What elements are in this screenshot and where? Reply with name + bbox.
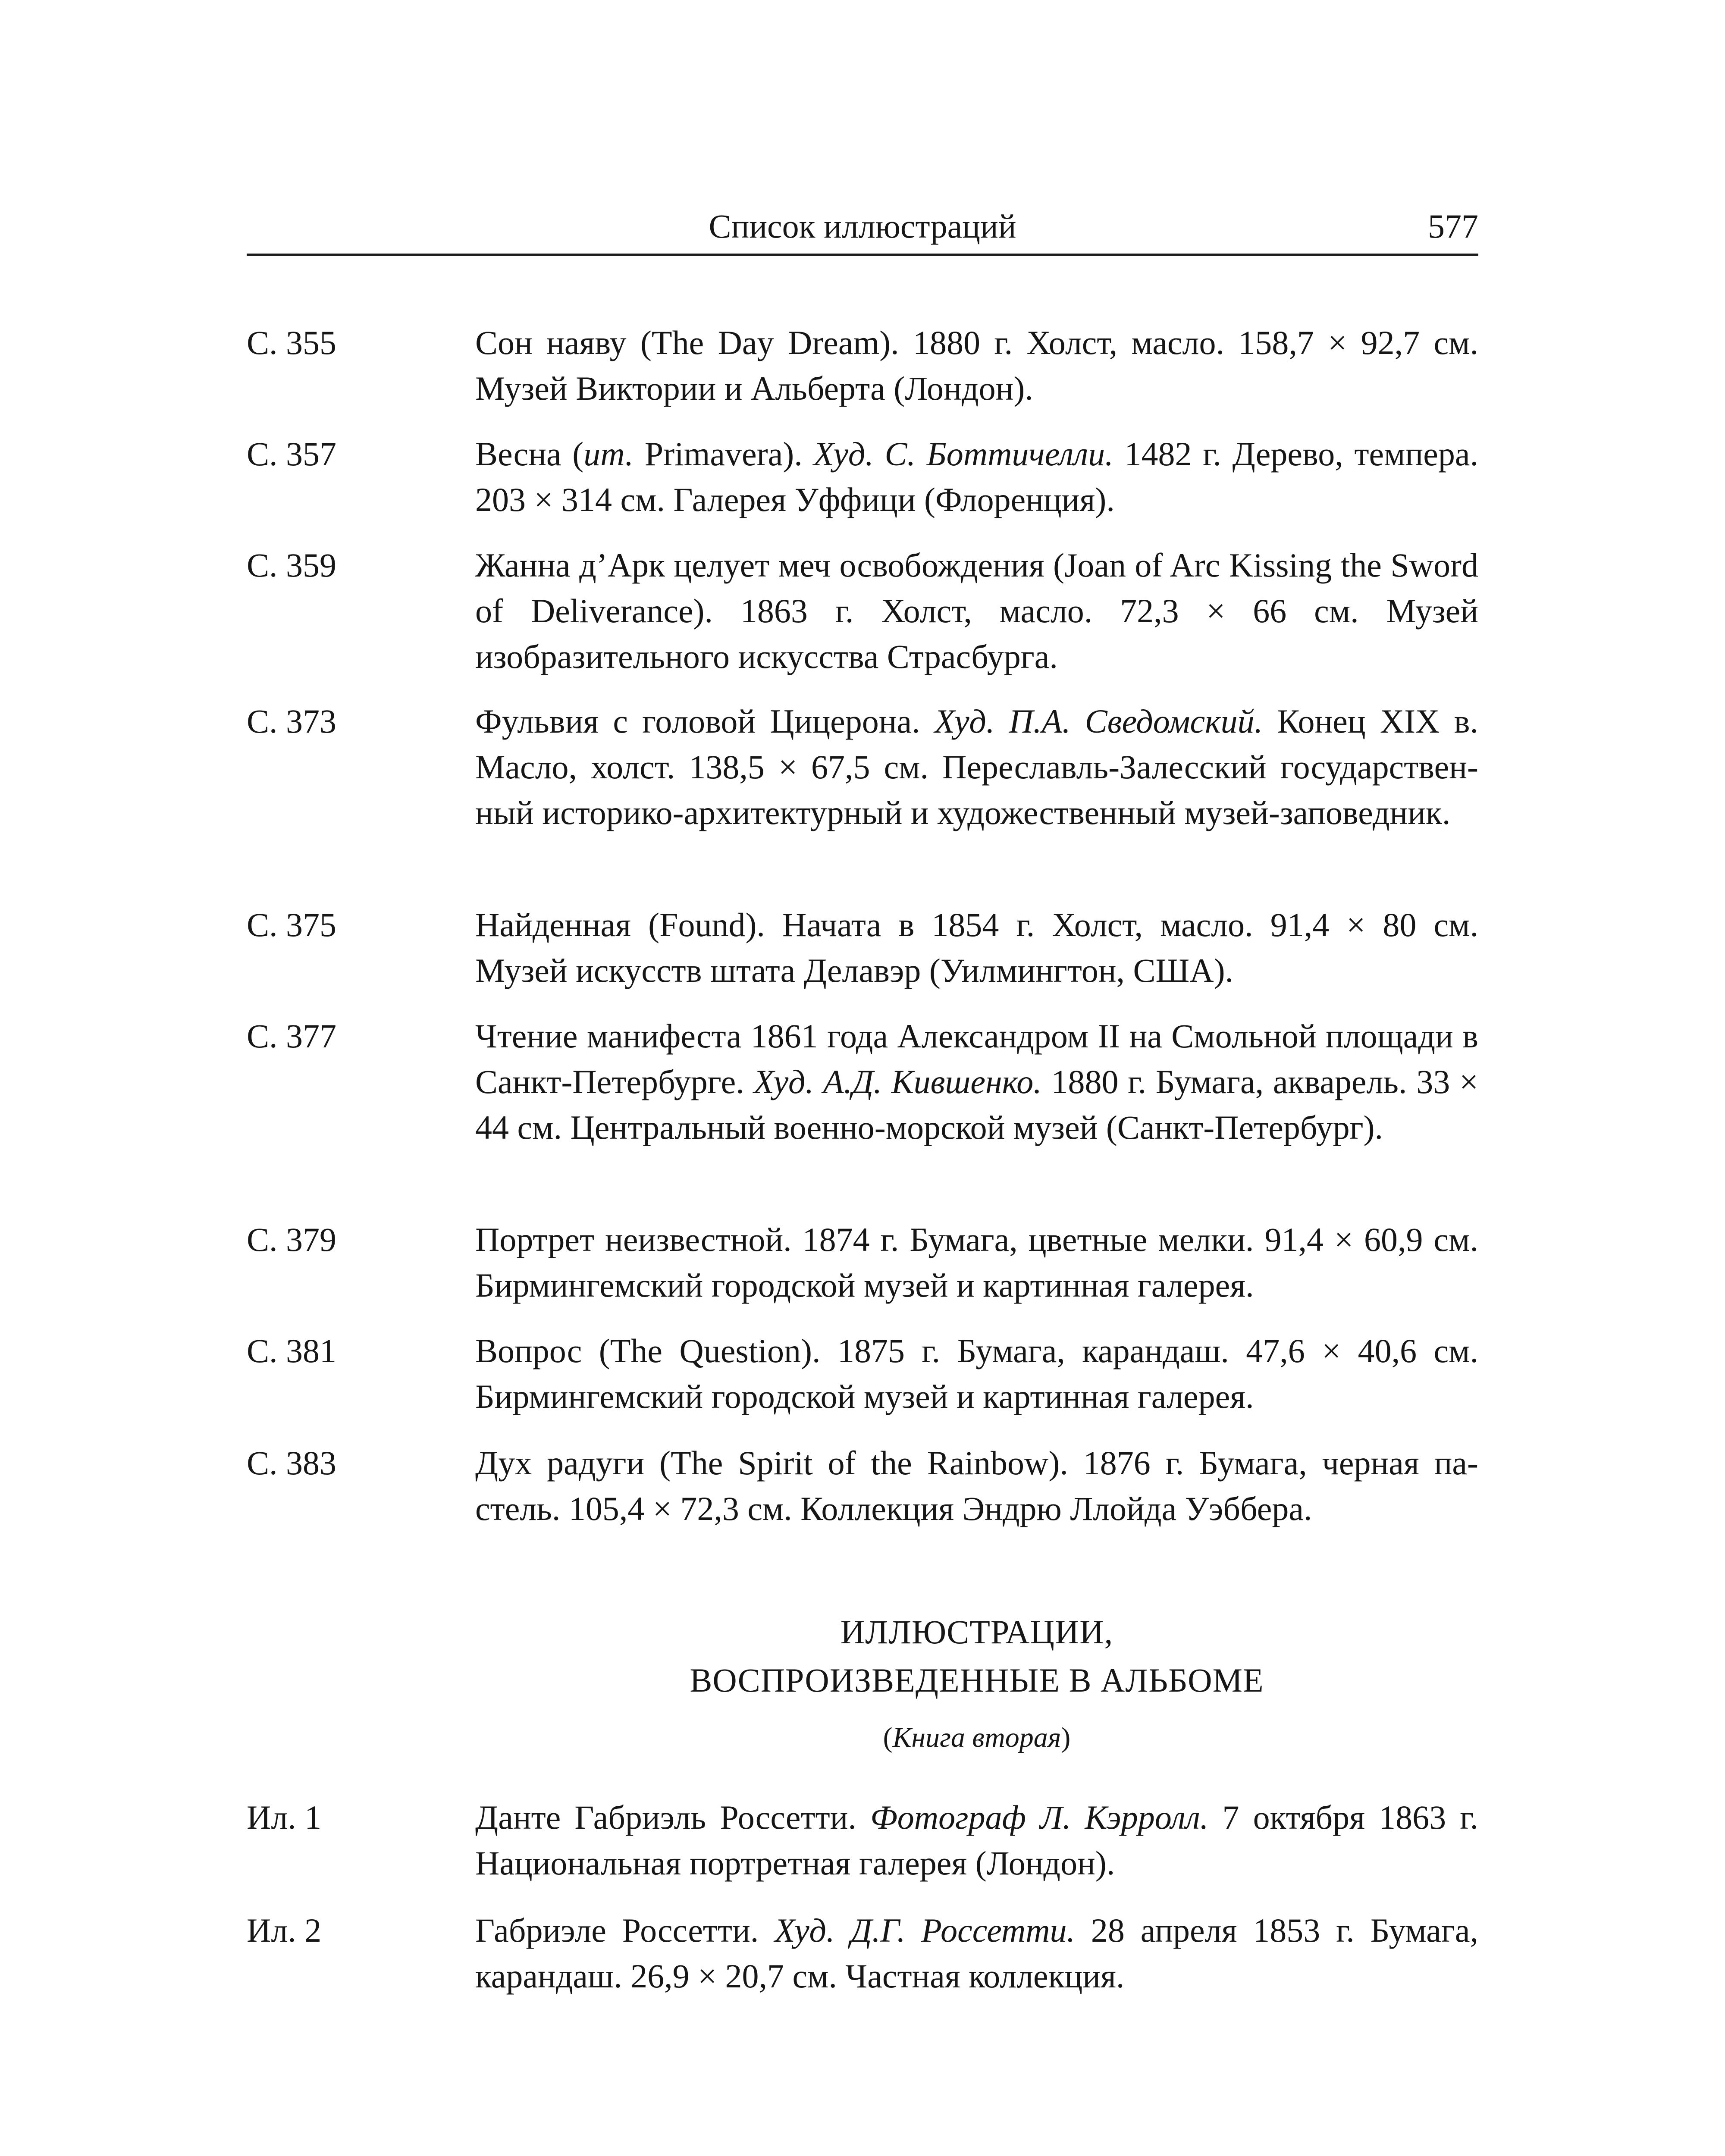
text-run: 1880 г. Бумага, акварель. 33 × 44 см. Центральный военно-морской музей (Санкт-Петербург). [475,1063,1478,1146]
text-run: Конец XIX в. Масло, холст. 138,5 × 67,5 см. Переславль-Залесский государственный историко-архитектурный и художественный музей-заповедник. [475,702,1478,831]
subtitle-text: Книга вторая [892,1722,1061,1753]
entry-page-ref: С. 355 [247,324,337,361]
entry-description [475,431,1478,523]
album-entry-description [475,1795,1478,1886]
text-run: Весна ( [475,435,584,473]
entry-page-ref: С. 373 [247,702,337,740]
subtitle-close-paren: ) [1061,1722,1071,1753]
entry-description [475,1013,1478,1150]
entry-page-ref: С. 359 [247,546,337,584]
entry-description [475,320,1478,411]
entry-description [475,1217,1478,1308]
text-run: 1482 г. Дерево, темпера. 203 × 314 см. Галерея Уффици (Флоренция). [475,435,1478,518]
text-run: Фульвия с головой Цицерона. [475,702,935,740]
text-run: 7 октября 1863 г. Национальная портретная галерея (Лондон). [475,1799,1478,1882]
italic-run: Худ. Д.Г. Россетти. [775,1912,1076,1949]
entry-description [475,1328,1478,1420]
running-title: Список иллюстраций [709,207,1016,245]
section-title-line-2: ВОСПРОИЗВЕДЕННЫЕ В АЛЬБОМЕ [690,1661,1264,1699]
entry-description [475,1440,1478,1532]
album-entry-ref: Ил. 2 [247,1912,322,1949]
text-run: Дух радуги (The Spirit of the Rainbow). 1876 г. Бумага, черная пастель. 105,4 × 72,3 см. Коллекция Эндрю Ллойда Уэббера. [475,1444,1478,1527]
italic-run: Худ. П.А. Сведомский. [934,702,1263,740]
text-run: Сон наяву (The Day Dream). 1880 г. Холст, масло. 158,7 × 92,7 см. Музей Виктории и Альберта (Лондон). [475,324,1478,407]
section-title-line-1: ИЛЛЮСТРАЦИИ, [840,1613,1113,1651]
text-run: Вопрос (The Question). 1875 г. Бумага, карандаш. 47,6 × 40,6 см. Бирмингемский городской музей и картинная галерея. [475,1332,1478,1415]
text-run: Портрет неизвестной. 1874 г. Бумага, цветные мелки. 91,4 × 60,9 см. Бирмингемский городской музей и картинная галерея. [475,1221,1478,1304]
text-run: Жанна д’Арк целует меч освобождения (Joan of Arc Kissing the Sword of Deliverance). 1863 г. Холст, масло. 72,3 × 66 см. Музей изобразительного искусства Страсбурга. [475,546,1478,675]
page-number: 577 [1428,207,1478,245]
entry-page-ref: С. 377 [247,1017,337,1055]
entry-page-ref: С. 383 [247,1444,337,1482]
entry-page-ref: С. 357 [247,435,337,473]
album-entry-ref: Ил. 1 [247,1799,322,1836]
text-run: Чтение манифеста 1861 года Александром II на Смольной площади в Санкт-Петербурге. [475,1017,1478,1100]
italic-run: Худ. А.Д. Кившенко. [753,1063,1042,1100]
italic-run: Фотограф Л. Кэрролл. [870,1799,1209,1836]
header-rule [247,254,1478,256]
entry-page-ref: С. 381 [247,1332,337,1369]
text-run: Primavera). [634,435,814,473]
text-run: Данте Габриэль Россетти. [475,1799,871,1836]
entry-page-ref: С. 375 [247,906,337,943]
text-run: 28 апреля 1853 г. Бумага, карандаш. 26,9 × 20,7 см. Частная коллекция. [475,1912,1478,1995]
album-entry-description [475,1908,1478,1999]
subtitle-open-paren: ( [883,1722,893,1753]
running-head [247,203,1478,254]
entry-description [475,542,1478,680]
italic-run: ит. [583,435,634,473]
entry-description [475,902,1478,993]
entry-page-ref: С. 379 [247,1221,337,1258]
text-run: Найденная (Found). Начата в 1854 г. Холст, масло. 91,4 × 80 см. Музей искусств штата Делавэр (Уилмингтон, США). [475,906,1478,989]
italic-run: Худ. С. Боттичелли. [813,435,1113,473]
section-subtitle [475,1716,1478,1759]
entry-description [475,699,1478,836]
text-run: Габриэле Россетти. [475,1912,775,1949]
